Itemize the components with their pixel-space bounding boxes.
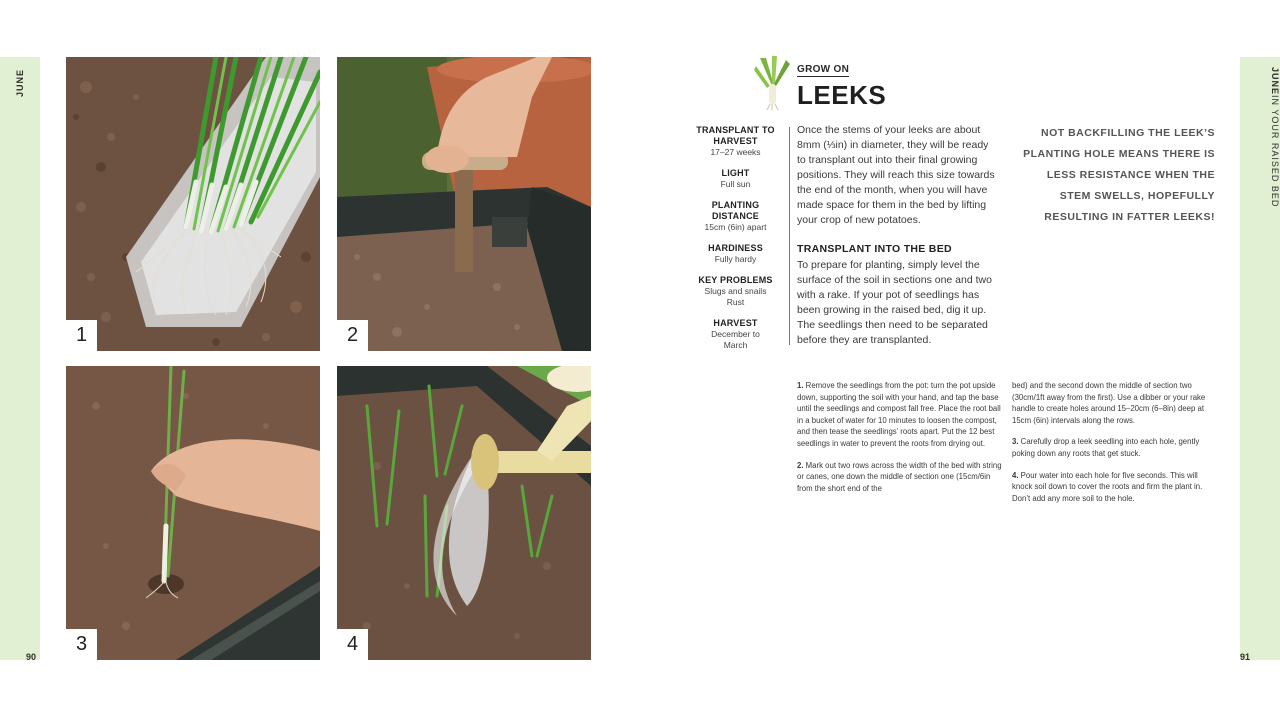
fact-value: 17–27 weeks: [710, 147, 761, 157]
step-2-text: [797, 460, 1002, 495]
dibber-bed-image: [337, 57, 591, 351]
step-4-number: 4.: [1012, 470, 1019, 480]
fact-label: PLANTING DISTANCE: [711, 200, 760, 221]
step-number-badge: 3: [66, 629, 97, 660]
pull-quote: NOT BACKFILLING THE LEEK’S PLANTING HOLE MEANS THERE IS LESS RESISTANCE WHEN THE STEM SWELLS, HOPEFULLY RESULTING IN FATTER LEEKS!: [1023, 127, 1215, 223]
fact-light: [690, 168, 781, 190]
page-number-right: 91: [1240, 652, 1251, 662]
photo-step-1: [66, 57, 320, 351]
watering-can-image: [337, 366, 591, 660]
facts-divider: [789, 127, 790, 345]
fact-value: Full sun: [720, 179, 751, 189]
step-1-body: Remove the seedlings from the pot: turn the pot upside down, supporting the soil with your hand, and tap the base until the seedlings and compost fall free. Place the root ball in a bucket of water for 10 minutes to loosen the compost, and then tease the seedlings’ roots apart. Put the 12 best seedlings in water to prevent the roots from drying out.: [797, 381, 1001, 448]
step-3-number: 3.: [1012, 437, 1019, 447]
right-tab-label-rest: IN YOUR RAISED BED: [1270, 95, 1280, 208]
fact-planting-distance: [690, 200, 781, 233]
fact-value: December to March: [711, 329, 760, 350]
step-number-badge: 4: [337, 629, 368, 660]
photo-step-3: [66, 366, 320, 660]
steps-column-left: [797, 380, 1002, 504]
seedlings-tray-image: [66, 57, 320, 351]
section-paragraph: To prepare for planting, simply level the surface of the soil in sections one and two with a rake. If your pot of seedlings has been growing in the raised bed, dig it up. The seedlings then need to be separated before they are transplanted.: [797, 259, 992, 346]
fact-transplant-to-harvest: [690, 125, 781, 158]
step-2-continued: bed) and the second down the middle of section two (30cm/1ft away from the first). Use a dibber or your rake handle to create holes around 15–20cm (6–8in) deep at 15cm (6in) intervals along the rows.: [1012, 381, 1206, 425]
step-1-number: 1.: [797, 381, 804, 390]
step-number-badge: 2: [337, 320, 368, 351]
step-3-body: Carefully drop a leek seedling into each hole, gently poking down any roots that get stuck.: [1012, 437, 1200, 458]
section-kicker: GROW ON: [797, 64, 850, 75]
photo-step-2: [337, 57, 591, 351]
page-number-left: 90: [26, 652, 37, 662]
fact-label: LIGHT: [721, 168, 750, 178]
step-2-body: Mark out two rows across the width of the bed with string or canes, one down the middle of section one (15cm/6in from the short end of the: [797, 460, 1002, 493]
fact-label: HARVEST: [713, 318, 758, 328]
hand-seedling-image: [66, 366, 320, 660]
fact-label: HARDINESS: [708, 243, 763, 253]
intro-paragraph: Once the stems of your leeks are about 8mm (⅓in) in diameter, they will be ready to transplant out into their final growing positions. They will reach this size towards the end of the month, when you will have made space for them in the bed by lifting your crop of new potatoes.: [797, 124, 995, 226]
step-3-text: [1012, 436, 1217, 459]
step-4-text: [1012, 470, 1217, 505]
page-title: LEEKS: [797, 80, 887, 110]
right-tab-label-bold: JUNE: [1270, 67, 1280, 96]
step-4-body: Pour water into each hole for five seconds. This will knock soil down to cover the roots and firm the plant in. Don’t add any more soil to the hole.: [1012, 470, 1203, 503]
left-tab-label: JUNE: [15, 69, 25, 98]
step-2-number: 2.: [797, 460, 804, 470]
fact-value: Slugs and snails Rust: [704, 286, 767, 307]
right-tab-label: [1240, 67, 1280, 207]
right-side-tab: [1240, 57, 1280, 660]
photo-step-4: [337, 366, 591, 660]
fact-value: Fully hardy: [714, 254, 757, 264]
fact-hardiness: [690, 243, 781, 265]
fact-label: KEY PROBLEMS: [698, 275, 773, 285]
fact-harvest: [690, 318, 781, 351]
leek-illustration-icon: [752, 56, 792, 110]
fact-value: 15cm (6in) apart: [704, 222, 767, 232]
fact-label: TRANSPLANT TO HARVEST: [696, 125, 775, 146]
section-heading: TRANSPLANT INTO THE BED: [797, 243, 952, 255]
fact-key-problems: [690, 275, 781, 308]
steps-column-right: [1012, 380, 1217, 514]
quick-facts: [690, 125, 781, 361]
step-number-badge: 1: [66, 320, 97, 351]
left-side-tab: [0, 57, 40, 660]
step-1-text: [797, 380, 1002, 450]
